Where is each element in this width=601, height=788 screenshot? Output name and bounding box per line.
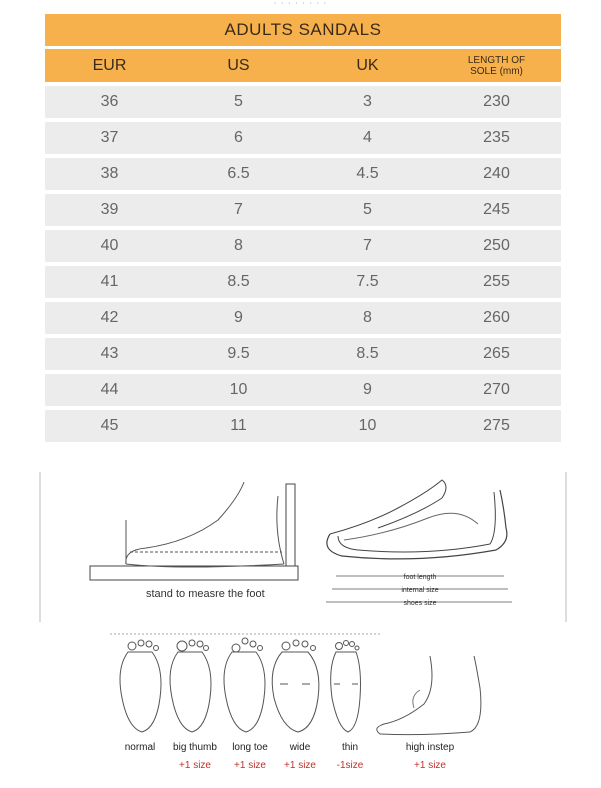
cell-sole-length: 265 [483, 345, 510, 362]
cell-sole-length: 270 [483, 381, 510, 398]
measure-illustration [38, 472, 568, 622]
cell-eur: 42 [100, 309, 119, 326]
cell-eur: 38 [100, 165, 119, 182]
cell-eur: 36 [100, 93, 119, 110]
foot-type-label: thin [341, 742, 359, 753]
table-row [45, 230, 561, 262]
cell-eur: 39 [100, 201, 119, 218]
cell-uk: 8.5 [356, 345, 379, 362]
foot-size-adjust: +1 size [414, 760, 446, 771]
table-row [45, 122, 561, 154]
cell-uk: 9 [363, 381, 372, 398]
header-sole-length-line1: LENGTH OF [467, 54, 526, 66]
table-row [45, 194, 561, 226]
foot-type-label: wide [289, 742, 311, 753]
size-chart-table [45, 14, 561, 442]
table-title: ADULTS SANDALS [45, 14, 561, 46]
cell-eur: 44 [100, 381, 119, 398]
cell-uk: 8 [363, 309, 372, 326]
cell-eur: 43 [100, 345, 119, 362]
cell-uk: 4.5 [356, 165, 379, 182]
cell-us: 5 [234, 93, 243, 110]
foot-size-adjust: +1 size [234, 760, 266, 771]
foot-type-label: long toe [232, 742, 268, 753]
cell-us: 6.5 [227, 165, 250, 182]
table-row [45, 410, 561, 442]
table-row [45, 266, 561, 298]
cell-sole-length: 240 [483, 165, 510, 182]
cell-uk: 5 [363, 201, 372, 218]
table-body [45, 86, 561, 442]
cell-eur: 40 [100, 237, 119, 254]
foot-type-label: normal [124, 742, 156, 753]
foot-size-adjust: +1 size [284, 760, 316, 771]
shoes-size-label: shoes size [403, 600, 437, 607]
foot-length-label: foot length [403, 574, 437, 581]
cell-sole-length: 275 [483, 417, 510, 434]
cell-us: 8 [234, 237, 243, 254]
cell-us: 7 [234, 201, 243, 218]
cell-sole-length: 245 [483, 201, 510, 218]
cell-eur: 41 [100, 273, 119, 290]
foot-thin-icon [331, 652, 361, 732]
table-row [45, 302, 561, 334]
foot-types-section [0, 628, 601, 788]
cell-uk: 4 [363, 129, 372, 146]
foot-big-thumb-icon [170, 652, 211, 732]
table-row [45, 374, 561, 406]
cell-us: 6 [234, 129, 243, 146]
cell-sole-length: 235 [483, 129, 510, 146]
header-eur: EUR [92, 56, 127, 74]
table-row [45, 338, 561, 370]
measure-caption: stand to measre the foot [146, 588, 265, 600]
cell-sole-length: 250 [483, 237, 510, 254]
internal-size-label: internal size [401, 587, 439, 594]
table-row [45, 86, 561, 118]
foot-normal-icon [120, 652, 161, 732]
table-header-row [45, 49, 561, 82]
cell-sole-length: 255 [483, 273, 510, 290]
cell-uk: 7.5 [356, 273, 379, 290]
cell-uk: 10 [358, 417, 377, 434]
cell-uk: 7 [363, 237, 372, 254]
foot-type-label: high instep [405, 742, 455, 753]
cell-uk: 3 [363, 93, 372, 110]
foot-high-instep-icon [377, 656, 481, 735]
top-cropped-text: · · · · · · · · [273, 0, 328, 8]
header-us: US [227, 56, 250, 74]
cell-us: 9.5 [227, 345, 250, 362]
foot-wide-icon [272, 652, 319, 732]
table-row [45, 158, 561, 190]
cell-eur: 45 [100, 417, 119, 434]
foot-long-toe-icon [224, 652, 265, 732]
cell-eur: 37 [100, 129, 119, 146]
measure-diagram [38, 472, 568, 622]
foot-size-adjust: +1 size [179, 760, 211, 771]
foot-type-label: big thumb [173, 742, 217, 753]
header-uk: UK [356, 56, 379, 74]
cell-us: 9 [234, 309, 243, 326]
cell-us: 10 [229, 381, 248, 398]
header-sole-length [432, 55, 561, 77]
cell-sole-length: 260 [483, 309, 510, 326]
cell-us: 11 [230, 417, 247, 434]
cell-sole-length: 230 [483, 93, 510, 110]
header-sole-length-line2: SOLE (mm) [470, 65, 523, 77]
cell-us: 8.5 [227, 273, 250, 290]
foot-size-adjust: -1size [336, 760, 364, 771]
